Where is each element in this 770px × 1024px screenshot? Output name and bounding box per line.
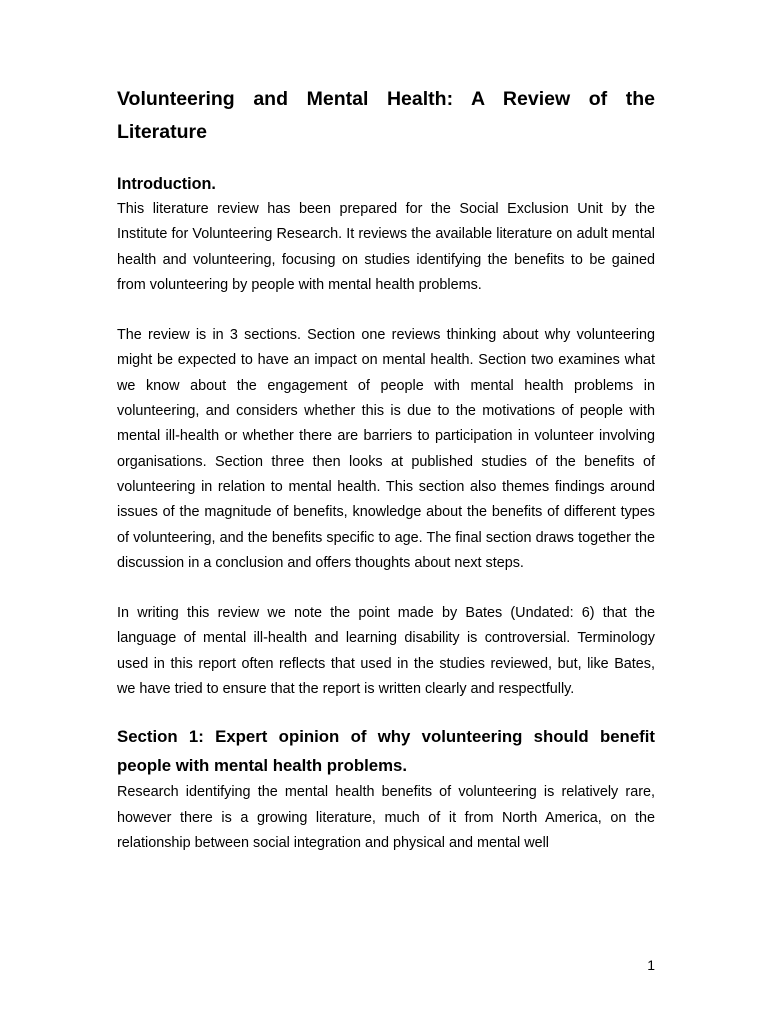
intro-paragraph-1: This literature review has been prepared for the Social Exclusion Unit by the Institute for Volunteering Research. It reviews the available literature on adult mental health and volunteering, focusing on studies identifying the benefits to be gained from volunteering by people with mental health problems.	[117, 201, 655, 293]
document-title: Volunteering and Mental Health: A Review of the Literature	[117, 88, 655, 143]
page-number: 1	[647, 957, 655, 973]
intro-paragraph-3: In writing this review we note the point made by Bates (Undated: 6) that the language of mental ill-health and learning disability is controversial. Terminology used in this report often reflects that used in the studies reviewed, but, like Bates, we have tried to ensure that the report is written clearly and respectfully.	[117, 605, 655, 698]
introduction-heading: Introduction.	[117, 175, 216, 193]
intro-paragraph-2: The review is in 3 sections. Section one reviews thinking about why volunteering might be expected to have an impact on mental health. Section two examines what we know about the engagement of people with mental health problems in volunteering, and considers whether this is due to the motivations of people with mental ill-health or whether there are barriers to participation in volunteer involving organisations. Section three then looks at published studies of the benefits of volunteering in relation to mental health. This section also themes findings around issues of the magnitude of benefits, knowledge about the benefits of different types of volunteering, and the benefits specific to age. The final section draws together the discussion in a conclusion and offers thoughts about next steps.	[117, 327, 655, 571]
page-content	[117, 83, 655, 856]
section-1-paragraph: Research identifying the mental health benefits of volunteering is relatively rare, however there is a growing literature, much of it from North America, on the relationship between social integration and physical and mental well	[117, 784, 655, 851]
section-1-heading: Section 1: Expert opinion of why volunteering should benefit people with mental health problems.	[117, 727, 655, 776]
